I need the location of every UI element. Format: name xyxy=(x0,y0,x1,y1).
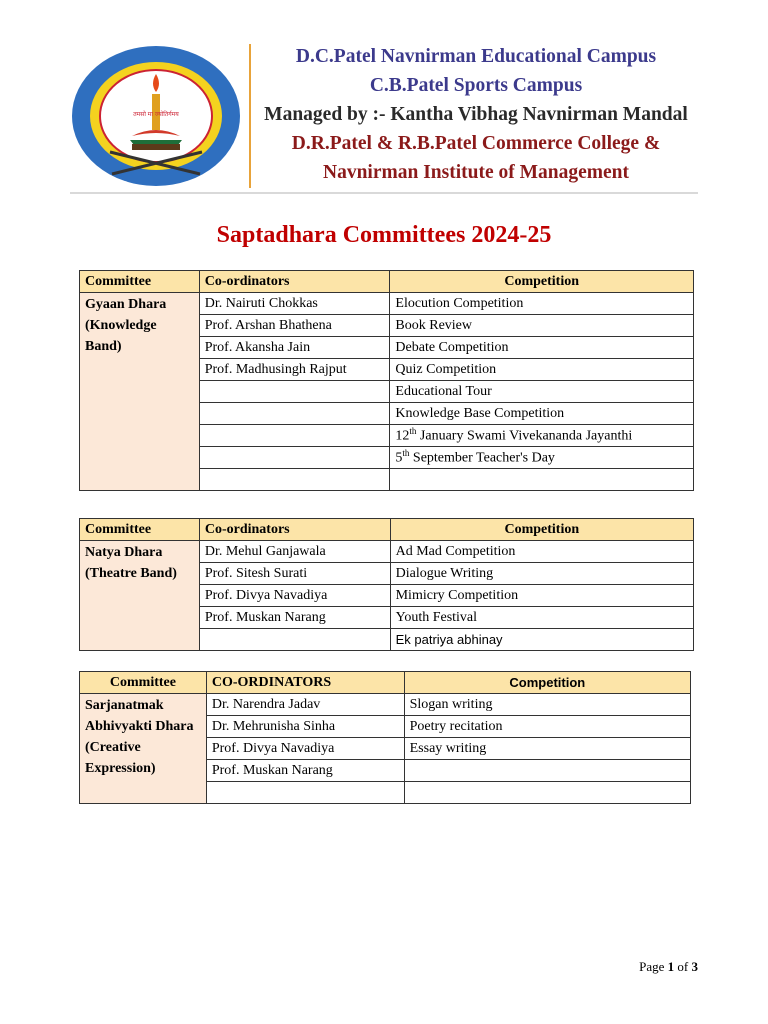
coordinator-cell: Prof. Madhusingh Rajput xyxy=(199,359,390,381)
table-header-row xyxy=(80,519,694,541)
competition-cell xyxy=(404,782,690,804)
managed-by: Managed by :- Kantha Vibhag Navnirman Mandal xyxy=(264,104,688,125)
col-header-coordinators: CO-ORDINATORS xyxy=(206,672,404,694)
coordinator-cell xyxy=(199,425,390,447)
committee-name: Sarjanatmak Abhivyakti Dhara (Creative Expression) xyxy=(80,694,207,804)
coordinator-cell: Dr. Narendra Jadav xyxy=(206,694,404,716)
competition-text: September Teacher's Day xyxy=(412,450,555,466)
coordinator-cell xyxy=(199,469,390,491)
competition-cell: Mimicry Competition xyxy=(390,585,693,607)
committee-table-sarjanatmak xyxy=(79,671,691,804)
col-header-competition: Competition xyxy=(390,271,694,293)
date-number: 12 xyxy=(395,428,410,444)
competition-cell: Ek patriya abhinay xyxy=(390,629,693,651)
coordinator-cell: Prof. Arshan Bhathena xyxy=(199,315,390,337)
col-header-coordinators: Co-ordinators xyxy=(199,519,390,541)
page-number xyxy=(639,959,698,975)
table-row xyxy=(80,694,691,716)
of-word: of xyxy=(677,959,689,974)
competition-cell: Quiz Competition xyxy=(390,359,694,381)
coordinator-cell: Dr. Nairuti Chokkas xyxy=(199,293,390,315)
competition-cell: Ad Mad Competition xyxy=(390,541,693,563)
date-number: 5 xyxy=(395,450,403,466)
coordinator-cell: Prof. Akansha Jain xyxy=(199,337,390,359)
coordinator-cell xyxy=(206,782,404,804)
coordinator-cell: Dr. Mehrunisha Sinha xyxy=(206,716,404,738)
college-name: D.R.Patel & R.B.Patel Commerce College & xyxy=(291,133,661,154)
coordinator-cell xyxy=(199,447,390,469)
col-header-committee: Committee xyxy=(80,519,200,541)
competition-cell: Educational Tour xyxy=(390,381,694,403)
committee-table-natya xyxy=(79,518,694,651)
header-text xyxy=(252,42,700,187)
table-header-row xyxy=(80,672,691,694)
coordinator-cell: Prof. Divya Navadiya xyxy=(206,738,404,760)
sports-campus-name: C.B.Patel Sports Campus xyxy=(369,75,583,96)
coordinator-cell: Prof. Divya Navadiya xyxy=(199,585,390,607)
competition-cell: Poetry recitation xyxy=(404,716,690,738)
col-header-competition: Competition xyxy=(404,672,690,694)
coordinator-cell: Prof. Muskan Narang xyxy=(199,607,390,629)
competition-cell: Slogan writing xyxy=(404,694,690,716)
coordinator-cell xyxy=(199,403,390,425)
coordinator-cell xyxy=(199,381,390,403)
competition-cell xyxy=(390,469,694,491)
competition-cell xyxy=(404,760,690,782)
competition-cell: Youth Festival xyxy=(390,607,693,629)
page-title: Saptadhara Committees 2024-25 xyxy=(216,222,552,248)
header-divider xyxy=(249,44,251,188)
coordinator-cell: Dr. Mehul Ganjawala xyxy=(199,541,390,563)
coordinator-cell: Prof. Sitesh Surati xyxy=(199,563,390,585)
page-total: 3 xyxy=(691,959,698,974)
date-suffix: th xyxy=(409,426,417,437)
competition-cell: Book Review xyxy=(390,315,694,337)
competition-cell xyxy=(390,425,694,447)
table-row xyxy=(80,541,694,563)
committee-name: Natya Dhara (Theatre Band) xyxy=(80,541,200,651)
committee-name: Gyaan Dhara (Knowledge Band) xyxy=(80,293,200,491)
competition-text: January Swami Vivekananda Jayanthi xyxy=(419,428,633,444)
competition-cell: Knowledge Base Competition xyxy=(390,403,694,425)
date-suffix: th xyxy=(402,448,410,459)
campus-name: D.C.Patel Navnirman Educational Campus xyxy=(295,46,657,67)
table-header-row xyxy=(80,271,694,293)
table-row xyxy=(80,293,694,315)
col-header-coordinators: Co-ordinators xyxy=(199,271,390,293)
committee-table-gyaan xyxy=(79,270,694,491)
col-header-committee: Committee xyxy=(80,672,207,694)
competition-cell: Elocution Competition xyxy=(390,293,694,315)
competition-cell: Debate Competition xyxy=(390,337,694,359)
competition-cell: Dialogue Writing xyxy=(390,563,693,585)
institute-name: Navnirman Institute of Management xyxy=(322,162,630,183)
competition-cell xyxy=(390,447,694,469)
logo-center-text: तमसो मा ज्योतिर्गमय xyxy=(133,111,179,118)
coordinator-cell: Prof. Muskan Narang xyxy=(206,760,404,782)
competition-cell: Essay writing xyxy=(404,738,690,760)
college-logo xyxy=(70,44,242,189)
col-header-competition: Competition xyxy=(390,519,693,541)
coordinator-cell xyxy=(199,629,390,651)
page-word: Page xyxy=(639,959,665,974)
page-current: 1 xyxy=(667,959,675,974)
col-header-committee: Committee xyxy=(80,271,200,293)
